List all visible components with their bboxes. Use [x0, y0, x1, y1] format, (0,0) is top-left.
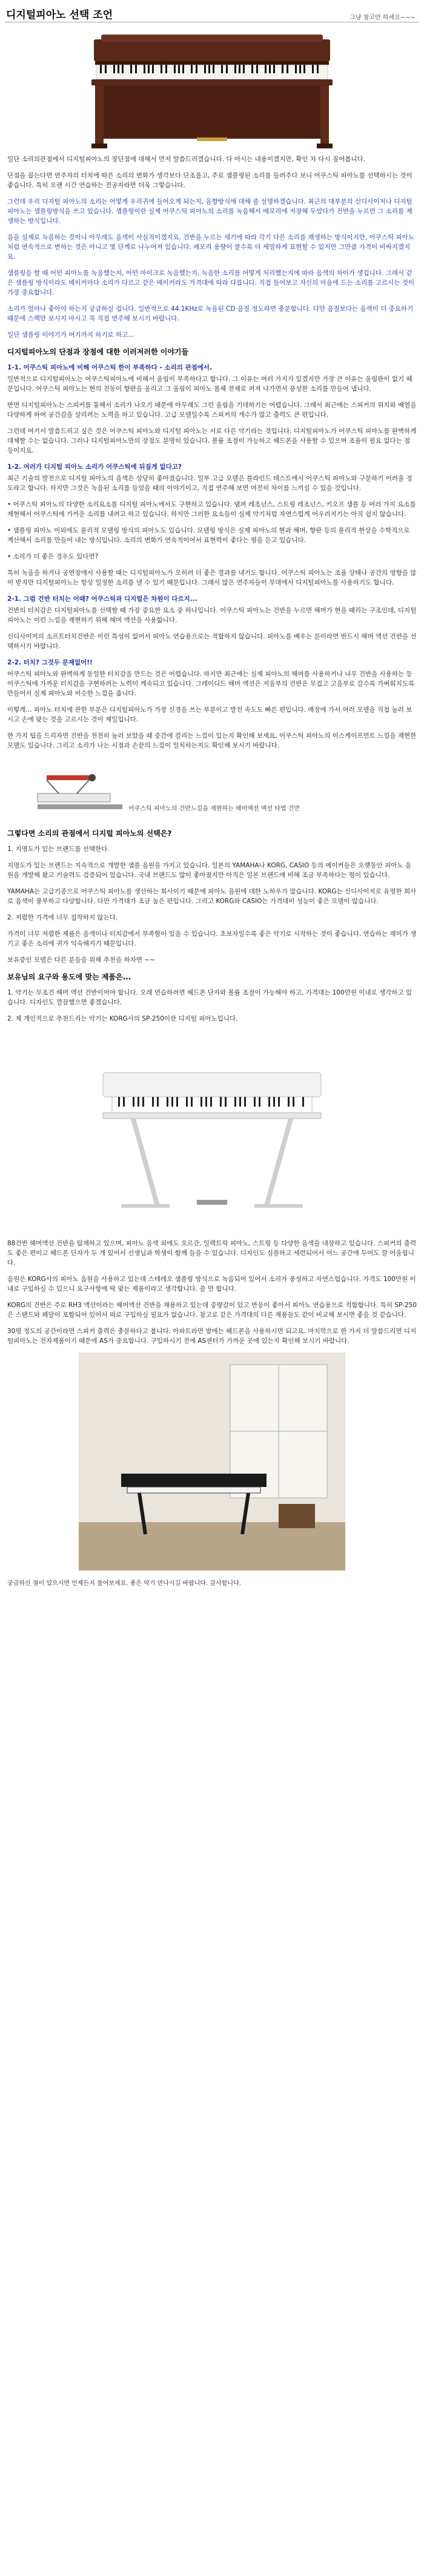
q4-paragraph-1: 어쿠스틱 피아노와 완벽하게 동일한 터치감을 만드는 것은 어렵습니다. 하지만 최근에는 실제 피아노의 해머를 사용하거나 나무 건반을 사용하는 등 어쿠스틱에 가까운 터치감을 구현하려는 노력이 계속되고 있습니다. 그레이디드 해머 액션은 저음부의 건반은 무겁고 고음부로 갈수록 가벼워지도록 만들어서 실제 피아노와 비슷한 느낌을 줍니다. — [7, 670, 415, 697]
q2-paragraph-1: 최근 기술의 발전으로 디지털 피아노의 음색은 상당히 좋아졌습니다. 일부 고급 모델은 블라인드 테스트에서 어쿠스틱 피아노와 구분하기 어려울 정도라고 합니다. 하지만 그것은 녹음된 소리를 들었을 때의 이야기이고, 직접 연주해 보면 여전히 차이를 느끼실 수 있을 것입니다. — [7, 475, 412, 492]
review-paragraph-3: KORG의 건반은 주로 RH3 액션이라는 해머액션 건반을 채용하고 있는데 중량감이 있고 반응이 좋아서 피아노 연습용으로 적합합니다. 특히 SP-250은 스탠드와 페달이 포함되어 있어서 따로 구입하실 필요가 없습니다. 참고로 같은 가격대의 다른 제품들도 같이 비교해 보시면 좋을 것 같습니다. — [7, 1302, 417, 1319]
q1-paragraph-2: 반면 디지털피아노는 스피커를 통해서 소리가 나오기 때문에 아무래도 그런 울림을 기대하기는 어렵습니다. 그래서 최근에는 스피커의 위치와 배열을 다양하게 하여 공간감을 살리려는 노력을 하고 있습니다. 고급 모델일수록 스피커의 개수가 많고 출력도 큰 편입니다. — [7, 402, 417, 419]
q1-heading: 1-1. 어쿠스틱 피아노에 비해 어쿠스틱 한이 부족하다 - 소리의 관점에서. — [7, 364, 213, 371]
q4-heading: 2-2. 터치? 그것두 문제없어!! — [7, 659, 93, 666]
part2-heading: 그렇다면 소리의 관점에서 디지털 피아노의 선택은? — [7, 829, 172, 838]
q2-paragraph-3: • 샘플링 피아노 이외에도 물리적 모델링 방식의 피아노도 있습니다. 모델링 방식은 실제 피아노의 현과 해머, 향판 등의 물리적 현상을 수학적으로 계산해서 소리를 만들어 내는 방식입니다. 소리의 변화가 연속적이어서 표현력이 좋다는 평을 듣고 있습니다. — [7, 527, 410, 544]
sampling-paragraph-2: 음을 실제로 녹음하는 것이니 아무래도 음색이 사실적이겠지요. 건반을 누르는 세기에 따라 각기 다른 소리를 재생하는 방식이지만, 어쿠스틱 피아노처럼 연속적으로 변하는 것은 아니고 몇 단계로 나누어져 있습니다. 메모리 용량이 클수록 더 세밀하게 표현할 수 있지만 그만큼 가격이 비싸지겠지요. — [7, 234, 414, 260]
room-photo-with-piano — [79, 1353, 345, 1571]
sampling-paragraph-1: 그런데 우리 디지털 피아노의 소리는 어떻게 우리귀에 들어오게 되는지, 음향방식에 대해 좀 설명하겠습니다. 최근의 대부분의 신디사이저나 디지털 피아노는 샘플링방식을 쓰고 있습니다. 샘플링이란 실제 어쿠스틱 피아노의 소리를 녹음해서 메모리에 저장해 두었다가 건반을 누르면 그 소리를 재생하는 방식입니다. — [7, 198, 412, 225]
q1-paragraph-3: 그런데 여기서 말씀드리고 싶은 것은 어쿠스틱 피아노와 디지털 피아노는 서로 다른 악기라는 것입니다. 디지털피아노가 어쿠스틱 피아노를 완벽하게 대체할 수는 없습니다. 그러나 디지털피아노만의 장점도 분명히 있습니다. 볼륨 조절이 가능하고 헤드폰을 사용할 수 있으며 조율이 필요 없다는 점 등이지요. — [7, 428, 417, 454]
part2-paragraph-5: 가격이 너무 저렴한 제품은 음색이나 터치감에서 부족함이 있을 수 있습니다. 초보자일수록 좋은 악기로 시작하는 것이 좋습니다. 연습하는 재미가 생기고 좋은 소리에 귀가 익숙해지기 때문입니다. — [7, 930, 417, 947]
part2-paragraph-6: 보유중인 모델은 다른 분들을 위해 추천을 하자면 ~~ — [7, 956, 155, 964]
title-bar — [5, 6, 419, 22]
q3-heading: 2-1. 그럼 건반 터치는 어때? 어쿠스틱과 디지털은 차원이 다르지... — [7, 595, 197, 603]
q2-paragraph-2: • 어쿠스틱 피아노의 다양한 소리요소를 디지털 피아노에서도 구현하고 있습니다. 댐퍼 레조넌스, 스트링 레조넌스, 키오프 샘플 등 여러 가지 요소를 재현해서 어쿠스틱에 가까운 소리를 내려고 하고 있습니다. 하지만 그러한 요소들이 실제 악기처럼 자연스럽게 어우러지기는 아직 쉽지 않습니다. — [7, 501, 416, 518]
page-title: 디지털피아노 선택 조언 — [6, 9, 113, 21]
part2-paragraph-4: 2. 저렴한 가격에 너무 집착하지 않는다. — [7, 914, 118, 921]
part2-paragraph-2: 지명도가 있는 브랜드는 지속적으로 개발한 샘플 음원을 가지고 있습니다. 일본의 YAMAHA나 KORG, CASIO 등의 메이커들은 오랫동안 피아노 음원을 개발해 왔고 기술력도 검증되어 있습니다. 국내 브랜드도 많이 좋아졌지만 아직은 일본 브랜드에 비해 조금 부족하다는 평이 있습니다. — [7, 862, 412, 879]
upright-digital-piano-image — [58, 28, 366, 153]
intro-paragraph-1: 일단 소리의관점에서 디지털피아노의 장단점에 대해서 먼저 말씀드리겠습니다. 다 아시는 내용이겠지만, 확인 차 다시 짚어봅니다. — [7, 156, 365, 163]
q4-paragraph-3: 한 가지 팁을 드리자면 건반을 천천히 눌러 보았을 때 중간에 걸리는 느낌이 있는지 확인해 보세요. 어쿠스틱 피아노의 이스케이프먼트 느낌을 재현한 모델도 있습니다. 그리고 소리가 나는 시점과 손끝의 느낌이 일치하는지도 확인해 보시기 바랍니다. — [7, 732, 417, 749]
q2-paragraph-4: • 소리가 더 좋은 경우도 있다면? — [7, 553, 99, 560]
white-digital-piano-image — [85, 1030, 339, 1230]
own-heading: 보유님의 요구와 용도에 맞는 제품은... — [7, 973, 131, 981]
own-paragraph-1: 1. 악기는 무조건 해머 액션 건반이어야 합니다. 오래 연습하려면 헤드폰 단자와 볼륨 조절이 가능해야 하고, 가격대는 100만원 이내로 생각하고 있습니다. 디자인도 깔끔했으면 좋겠습니다. — [7, 989, 412, 1006]
sampling-paragraph-5: 일단 샘플링 이야기가 여기까지 하기로 하고... — [7, 331, 134, 339]
part1-heading: 디지털피아노의 단점과 장점에 대한 이러저러한 이야기들 — [7, 348, 189, 356]
closing-text: 궁금하신 점이 있으시면 언제든지 물어보세요. 좋은 악기 만나시길 바랍니다. 감사합니다. — [7, 1580, 241, 1587]
review-paragraph-2: 음원은 KORG사의 피아노 음원을 사용하고 있는데 스테레오 샘플링 방식으로 녹음되어 있어서 소리가 풍성하고 자연스럽습니다. 가격도 100만원 이내로 구입하실 수 있으니 요구사항에 딱 맞는 제품이라고 생각합니다. 쓸 만 합니다. — [7, 1276, 416, 1293]
q1-paragraph-1: 일반적으로 디지털피아노는 어쿠스틱피아노에 비해서 울림이 부족하다고 합니다. 그 이유는 여러 가지가 있겠지만 가장 큰 이유는 울림판이 없기 때문입니다. 어쿠스틱 피아노는 현의 진동이 향판을 울리고 그 울림이 피아노 몸체 전체로 퍼져 나가면서 풍성한 소리를 만들어 냅니다. — [7, 376, 412, 392]
review-paragraph-4: 30평 정도의 공간이라면 스피커 출력은 충분하다고 봅니다. 아파트라면 밤에는 헤드폰을 사용하시면 되고요. 마지막으로 한 가지 더 말씀드리면 디지털피아노는 전자제품이기 때문에 AS가 중요합니다. 구입하시기 전에 AS센터가 가까운 곳에 있는지 확인해 보시기 바랍니다. — [7, 1328, 417, 1345]
q3-paragraph-2: 신디사이저의 소프트터치건반은 이런 특성이 없어서 피아노 연습용으로는 적합하지 않습니다. 피아노를 배우는 분이라면 반드시 해머 액션 건반을 선택하시기 바랍니다. — [7, 633, 417, 650]
q2-paragraph-5: 특히 녹음을 하거나 공연장에서 사용할 때는 디지털피아노가 오히려 더 좋은 결과를 내기도 합니다. 어쿠스틱 피아노는 조율 상태나 공간의 영향을 많이 받지만 디지털피아노는 항상 일정한 소리를 낼 수 있기 때문입니다. 그래서 많은 연주자들이 무대에서 디지털피아노를 사용하기도 합니다. — [7, 569, 417, 586]
page-subtitle: 그냥 참고만 하세요~~~ — [349, 15, 416, 21]
hammer-action-caption: 어쿠스틱 피아노의 건반느낌을 재현하는 해머액션 액션 타법 건반 — [128, 806, 300, 812]
q4-paragraph-2: 이렇게... 피아노 터치에 관한 부분은 디지털피아노가 가장 신경을 쓰는 부분이고 발전 속도도 빠른 편입니다. 매장에 가서 여러 모델을 직접 눌러 보시고 손에 맞는 것을 고르시는 것이 제일입니다. — [7, 706, 412, 723]
q3-paragraph-1: 건반의 터치감은 디지털피아노를 선택할 때 가장 중요한 요소 중 하나입니다. 어쿠스틱 피아노는 건반을 누르면 해머가 현을 때리는 구조인데, 디지털피아노는 이런 느낌을 재현하기 위해 해머 액션을 사용합니다. — [7, 607, 417, 624]
q2-heading: 1-2. 여러가 디지털 피아노 소리가 어쿠스틱에 뒤질게 없다고? — [7, 463, 182, 471]
sampling-paragraph-4: 소리가 얼마나 좋아야 하는지 궁금하실 겁니다. 일반적으로 44.1KHz로 녹음된 CD 음질 정도라면 충분합니다. 다만 음질보다는 음색이 더 중요하기 때문에 스펙만 보시지 마시고 꼭 직접 연주해 보시기 바랍니다. — [7, 305, 414, 322]
review-paragraph-1: 88건반 해머액션 건반을 탑재하고 있으며, 피아노 음색 외에도 오르간, 일렉트릭 피아노, 스트링 등 다양한 음색을 내장하고 있습니다. 스피커의 출력도 좋은 편이고 헤드폰 단자가 두 개 있어서 선생님과 학생이 함께 들을 수 있습니다. 디자인도 심플하고 세련되어서 어느 공간에 두어도 잘 어울립니다. — [7, 1240, 417, 1266]
sampling-paragraph-3: 샘플링을 할 때 어떤 피아노를 녹음했는지, 어떤 마이크로 녹음했는지, 녹음한 소리를 어떻게 처리했는지에 따라 음색의 차이가 생깁니다. 그래서 같은 샘플링 방식이라도 메이커마다 소리가 다르고 같은 메이커라도 가격대에 따라 다릅니다. 직접 들어보고 자신의 마음에 드는 소리를 고르시는 것이 가장 중요합니다. — [7, 270, 414, 296]
article-body — [0, 154, 424, 1589]
own-paragraph-2: 2. 제 개인적으로 추천드리는 악기는 KORG사의 SP-250이란 디지털 피아노입니다. — [7, 1015, 238, 1022]
hammer-action-diagram — [35, 757, 125, 818]
part2-paragraph-1: 1. 지명도가 있는 브랜드를 선택한다. — [7, 846, 110, 853]
part2-paragraph-3: YAMAHA는 고급기종으로 어쿠스틱 피아노를 생산하는 회사이기 때문에 피아노 음원에 대한 노하우가 많습니다. KORG는 신디사이저로 유명한 회사로 음색이 풍부하고 다양합니다. 다만 가격대가 조금 높은 편입니다. 그리고 KORG와 CASIO는 가격대비 성능이 좋은 모델이 많습니다. — [7, 888, 417, 905]
hammer-action-figure — [35, 757, 417, 821]
intro-paragraph-2: 단점을 꼽는다면 연주자의 터치에 따른 소리의 변화가 생각보다 단조롭고, 주로 샘플링된 소리를 들려주다 보니 어쿠스틱 피아노를 선택하시는 것이 좋습니다. 특히 오랜 시간 연습하는 전공자라면 더욱 그렇습니다. — [7, 172, 412, 189]
